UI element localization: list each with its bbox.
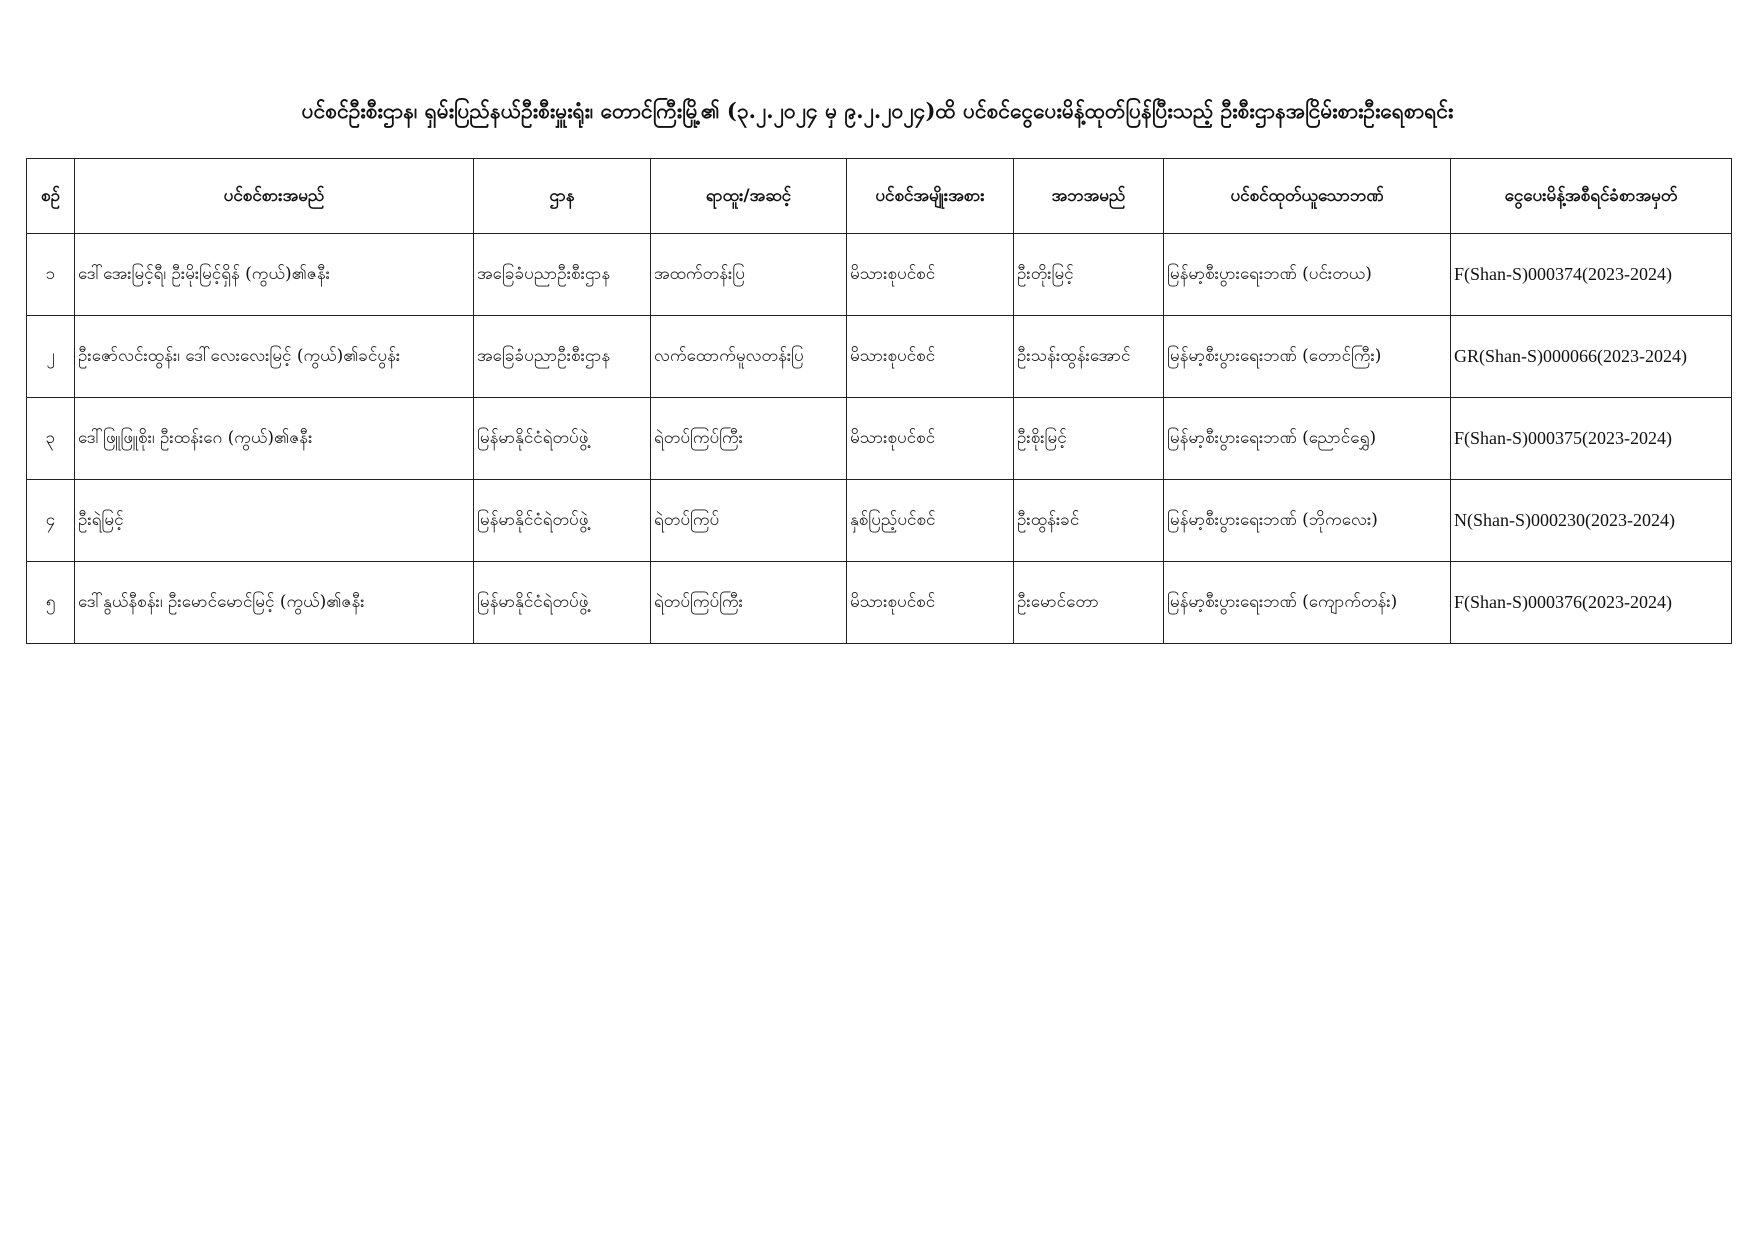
cell-position: ရဲတပ်ကြပ်ကြီး (651, 562, 847, 644)
cell-pensioner-name: ဒေါ်ဖြူဖြူစိုး၊ ဦးထန်းဂေ (ကွယ်)၏ဇနီး (75, 398, 474, 480)
cell-bank: မြန်မာ့စီးပွားရေးဘဏ် (တောင်ကြီး) (1164, 316, 1451, 398)
header-report-number: ငွေပေးမိန့်အစီရင်ခံစာအမှတ် (1451, 159, 1732, 234)
table-header-row (27, 159, 1732, 234)
cell-pension-type: နှစ်ပြည့်ပင်စင် (847, 480, 1014, 562)
cell-report-number: GR(Shan-S)000066(2023-2024) (1451, 316, 1732, 398)
header-department: ဌာန (474, 159, 651, 234)
cell-department: မြန်မာနိုင်ငံရဲတပ်ဖွဲ့ (474, 562, 651, 644)
table-row (27, 480, 1732, 562)
cell-pension-type: မိသားစုပင်စင် (847, 562, 1014, 644)
cell-serial: ၃ (27, 398, 75, 480)
header-pension-type: ပင်စင်အမျိုးအစား (847, 159, 1014, 234)
header-serial: စဉ် (27, 159, 75, 234)
cell-report-number: F(Shan-S)000375(2023-2024) (1451, 398, 1732, 480)
cell-bank: မြန်မာ့စီးပွားရေးဘဏ် (ညောင်ရွှေ) (1164, 398, 1451, 480)
cell-pensioner-name: ဦးဇော်လင်းထွန်း၊ ဒေါ်လေးလေးမြင့် (ကွယ်)၏ခင်ပွန်း (75, 316, 474, 398)
cell-pension-type: မိသားစုပင်စင် (847, 316, 1014, 398)
cell-serial: ၂ (27, 316, 75, 398)
cell-serial: ၁ (27, 234, 75, 316)
table-row (27, 562, 1732, 644)
cell-position: လက်ထောက်မူလတန်းပြ (651, 316, 847, 398)
cell-father-name: ဦးမောင်တော (1014, 562, 1164, 644)
cell-pension-type: မိသားစုပင်စင် (847, 398, 1014, 480)
header-bank: ပင်စင်ထုတ်ယူသောဘဏ် (1164, 159, 1451, 234)
cell-department: အခြေခံပညာဦးစီးဌာန (474, 234, 651, 316)
page-title: ပင်စင်ဦးစီးဌာန၊ ရှမ်းပြည်နယ်ဦးစီးမှူးရုံး၊ တောင်ကြီးမြို့၏ (၃.၂.၂၀၂၄ မှ ၉.၂.၂၀၂၄)ထိ ပင်စင်ငွေပေးမိန့်ထုတ်ပြန်ပြီးသည့် ဦးစီးဌာနအငြိမ်းစားဦးရေစာရင်း (301, 98, 1454, 123)
cell-father-name: ဦးတိုးမြင့် (1014, 234, 1164, 316)
cell-department: မြန်မာနိုင်ငံရဲတပ်ဖွဲ့ (474, 480, 651, 562)
cell-pensioner-name: ဦးရဲမြင့် (75, 480, 474, 562)
cell-father-name: ဦးထွန်းခင် (1014, 480, 1164, 562)
cell-position: အထက်တန်းပြ (651, 234, 847, 316)
cell-serial: ၅ (27, 562, 75, 644)
cell-bank: မြန်မာ့စီးပွားရေးဘဏ် (ဘိုကလေး) (1164, 480, 1451, 562)
cell-pensioner-name: ဒေါ်နွယ်နီစန်း၊ ဦးမောင်မောင်မြင့် (ကွယ်)၏ဇနီး (75, 562, 474, 644)
cell-report-number: F(Shan-S)000376(2023-2024) (1451, 562, 1732, 644)
cell-serial: ၄ (27, 480, 75, 562)
cell-pensioner-name: ဒေါ်အေးမြင့်ရီ၊ ဦးမိုးမြင့်ရှိန် (ကွယ်)၏ဇနီး (75, 234, 474, 316)
pensioner-table-container (26, 158, 1731, 644)
cell-position: ရဲတပ်ကြပ်ကြီး (651, 398, 847, 480)
cell-father-name: ဦးသန်းထွန်းအောင် (1014, 316, 1164, 398)
cell-report-number: N(Shan-S)000230(2023-2024) (1451, 480, 1732, 562)
cell-pension-type: မိသားစုပင်စင် (847, 234, 1014, 316)
cell-bank: မြန်မာ့စီးပွားရေးဘဏ် (ကျောက်တန်း) (1164, 562, 1451, 644)
cell-report-number: F(Shan-S)000374(2023-2024) (1451, 234, 1732, 316)
cell-department: အခြေခံပညာဦးစီးဌာန (474, 316, 651, 398)
cell-position: ရဲတပ်ကြပ် (651, 480, 847, 562)
header-position: ရာထူး/အဆင့် (651, 159, 847, 234)
header-father-name: အဘအမည် (1014, 159, 1164, 234)
header-pensioner-name: ပင်စင်စားအမည် (75, 159, 474, 234)
pensioner-table (26, 158, 1732, 644)
cell-father-name: ဦးစိုးမြင့် (1014, 398, 1164, 480)
table-row (27, 398, 1732, 480)
table-row (27, 316, 1732, 398)
cell-department: မြန်မာနိုင်ငံရဲတပ်ဖွဲ့ (474, 398, 651, 480)
table-row (27, 234, 1732, 316)
cell-bank: မြန်မာ့စီးပွားရေးဘဏ် (ပင်းတယ) (1164, 234, 1451, 316)
